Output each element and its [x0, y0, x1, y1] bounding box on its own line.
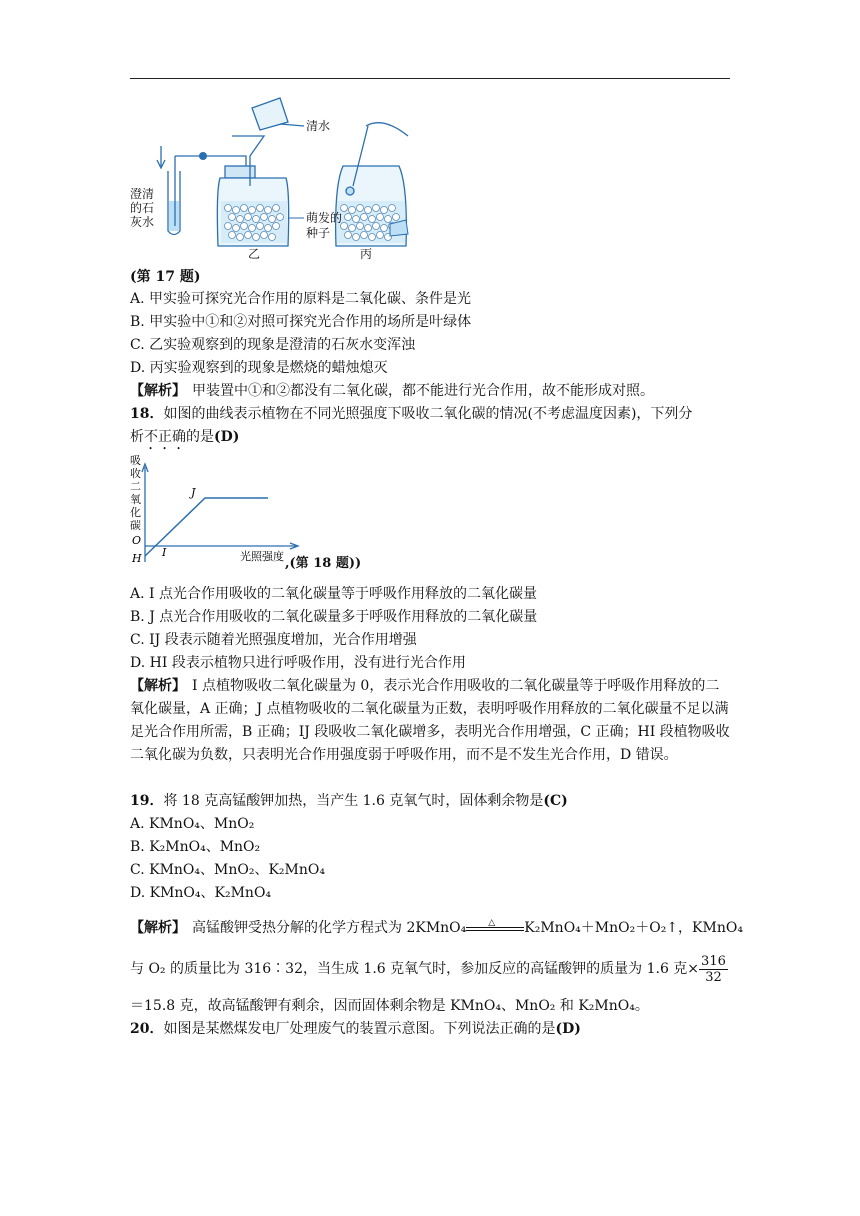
origin-o-label: O	[132, 534, 142, 547]
q19-option-d: D. KMnO₄、K₂MnO₄	[130, 885, 272, 901]
q17-analysis	[130, 381, 654, 401]
q18-analysis-text: I 点植物吸收二氧化碳量为 0，表示光合作用吸收的二氧化碳量等于呼吸作用释放的二氧化碳量，A 正确；J 点植物吸收的二氧化碳量为正数，表明呼吸作用释放的二氧化碳量不足以满足光合作用所需，B 正确；IJ 段吸收二氧化碳增多，表明光合作用增强，C 正确；HI 段植物吸收二氧化碳为负数，只表明光合作用强度弱于呼吸作用，而不是不发生光合作用，D 错误。	[130, 678, 730, 763]
ylabel-char-3: 二	[130, 480, 141, 493]
ylabel-char-5: 化	[130, 506, 141, 519]
q19-stem-text: 将 18 克高锰酸钾加热，当产生 1.6 克氧气时，固体剩余物是	[163, 793, 544, 809]
q19-analysis-line2	[130, 952, 728, 986]
heat-triangle-icon: △	[488, 918, 496, 928]
q19-option-b: B. K₂MnO₄、MnO₂	[130, 839, 261, 855]
q18-option-a: A. I 点光合作用吸收的二氧化碳量等于呼吸作用释放的二氧化碳量	[130, 586, 537, 602]
ylabel-char-1: 吸	[130, 454, 141, 467]
q19-analysis-line1	[130, 918, 743, 938]
q18-number: 18．	[130, 406, 164, 422]
mass-fraction	[699, 954, 728, 985]
ylabel-char-4: 氧	[130, 493, 141, 506]
q20-stem-text: 如图是某燃煤发电厂处理废气的装置示意图。下列说法正确的是	[163, 1021, 556, 1037]
heat-equals-sign	[466, 918, 524, 935]
ylabel-char-2: 收	[130, 467, 141, 480]
fraction-numerator: 316	[701, 953, 726, 969]
limewater-label-3: 灰水	[130, 215, 155, 229]
q17-option-d: D. 丙实验观察到的现象是燃烧的蜡烛熄灭	[130, 360, 388, 376]
q17-option-c: C. 乙实验观察到的现象是澄清的石灰水变浑浊	[130, 337, 416, 353]
q18-stem-emphasis: 不正确	[144, 429, 186, 445]
equation-left: 高锰酸钾受热分解的化学方程式为 2KMnO₄	[192, 920, 467, 936]
header-rule	[130, 78, 730, 79]
q18-stem-part-c: 的是	[186, 429, 214, 445]
limewater-label-2: 的石	[130, 201, 155, 215]
fraction-denominator: 32	[705, 969, 722, 985]
ylabel-char-6: 碳	[130, 519, 141, 532]
q18-stem-line2	[130, 427, 239, 453]
seeds-label-1: 萌发的	[306, 211, 343, 225]
q17-caption: (第 17 题)	[130, 269, 201, 285]
x-axis-label: 光照强度	[240, 550, 284, 563]
point-i-label: I	[162, 546, 167, 559]
limewater-label-1: 澄清	[130, 187, 155, 201]
q18-stem-line1	[130, 404, 692, 424]
q18-option-b: B. J 点光合作用吸收的二氧化碳量多于呼吸作用释放的二氧化碳量	[130, 609, 538, 625]
q19-number: 19．	[130, 793, 164, 809]
clear-water-label: 清水	[306, 119, 331, 133]
point-j-label: J	[191, 486, 196, 499]
q19-option-c: C. KMnO₄、MnO₂、K₂MnO₄	[130, 862, 325, 878]
q19-answer: (C)	[543, 793, 568, 809]
q18-caption: ,(第 18 题))	[285, 556, 362, 571]
q18-co2-curve-chart	[128, 452, 308, 567]
point-h-label: H	[132, 552, 142, 565]
q17-apparatus-figure	[128, 96, 428, 266]
equation-right: K₂MnO₄＋MnO₂＋O₂↑，KMnO₄	[524, 920, 743, 936]
label-yi: 乙	[248, 247, 261, 261]
analysis-tag: 【解析】	[130, 920, 186, 936]
q17-option-b: B. 甲实验中①和②对照可探究光合作用的场所是叶绿体	[130, 314, 472, 330]
valve-icon	[199, 152, 207, 160]
q20-number: 20．	[130, 1021, 164, 1037]
q17-analysis-text: 甲装置中①和②都没有二氧化碳，都不能进行光合作用，故不能形成对照。	[192, 383, 654, 399]
q19-analysis-part3: 与 O₂ 的质量比为 316∶32，当生成 1.6 克氧气时，参加反应的高锰酸钾的质量为 1.6 克×	[130, 961, 700, 977]
analysis-tag: 【解析】	[130, 383, 186, 399]
analysis-tag: 【解析】	[130, 678, 186, 694]
q18-answer: (D)	[214, 429, 240, 445]
q18-stem-part-a: 析	[130, 429, 144, 445]
q18-option-c: C. IJ 段表示随着光照强度增加，光合作用增强	[130, 632, 417, 648]
q17-option-a: A. 甲实验可探究光合作用的原料是二氧化碳、条件是光	[130, 291, 472, 307]
q18-stem-text: 如图的曲线表示植物在不同光照强度下吸收二氧化碳的情况(不考虑温度因素)，下列分	[163, 406, 693, 422]
q20-stem	[130, 1019, 581, 1039]
q18-option-d: D. HI 段表示植物只进行呼吸作用，没有进行光合作用	[130, 655, 466, 671]
label-bing: 丙	[360, 247, 373, 261]
q19-option-a: A. KMnO₄、MnO₂	[130, 816, 255, 832]
q19-stem	[130, 791, 568, 811]
q19-analysis-line3: ＝15.8 克，故高锰酸钾有剩余，因而固体剩余物是 KMnO₄、MnO₂ 和 K₂MnO₄。	[130, 998, 649, 1014]
q20-answer: (D)	[555, 1021, 581, 1037]
seeds-label-2: 种子	[306, 226, 331, 240]
q18-analysis	[130, 675, 730, 767]
